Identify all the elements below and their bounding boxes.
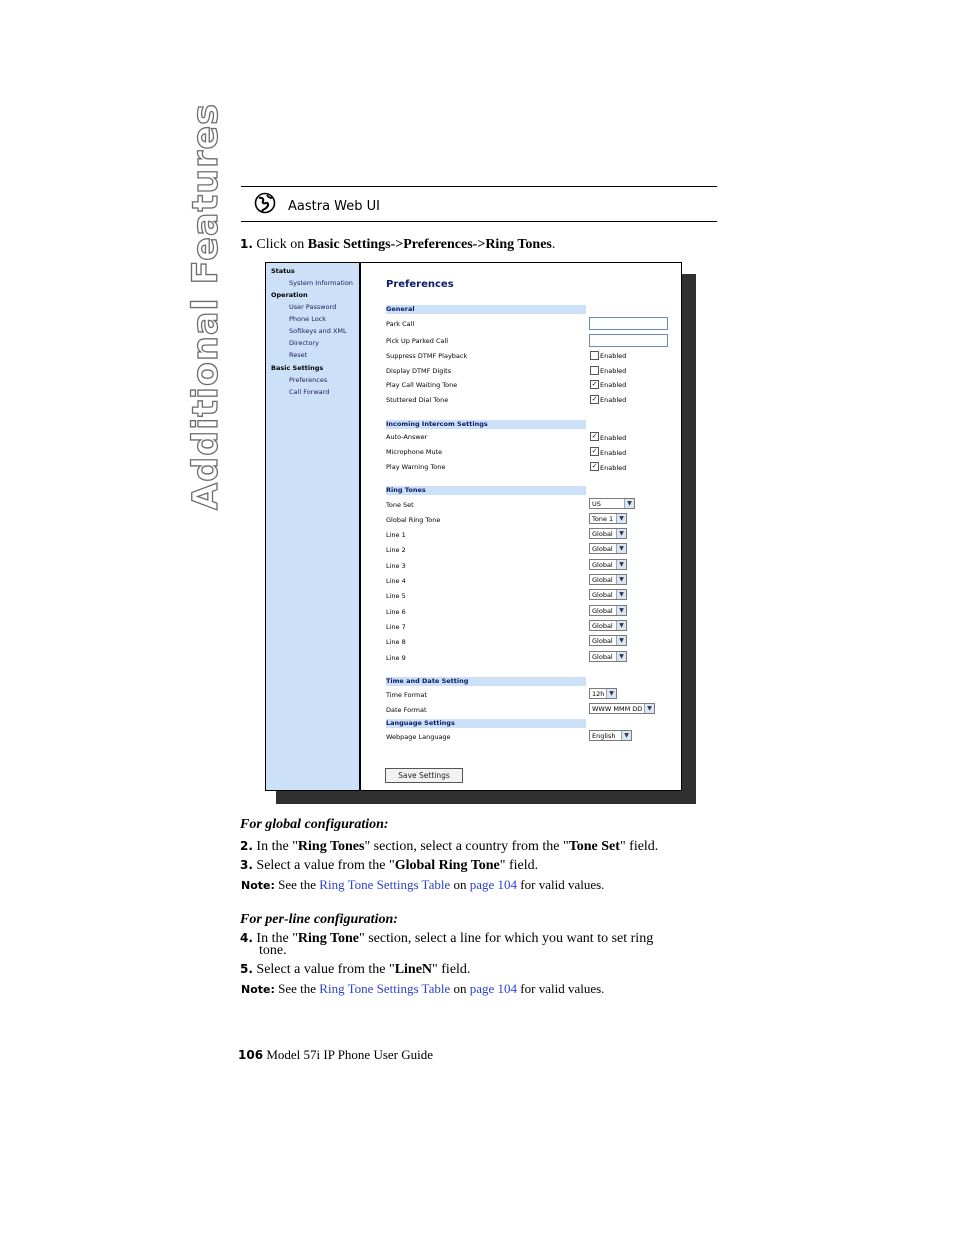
section-general: General bbox=[386, 305, 586, 314]
call-waiting-tone-checkbox[interactable]: ✓ bbox=[591, 380, 598, 388]
enabled-label: Enabled bbox=[600, 367, 627, 375]
stuttered-dial-tone-checkbox[interactable]: ✓ bbox=[591, 395, 598, 403]
chevron-down-icon: ▼ bbox=[616, 575, 626, 584]
line-2-select[interactable] bbox=[589, 543, 627, 554]
time-format-value: 12h bbox=[592, 690, 605, 698]
step-text: " section, select a line for which you want to set ring bbox=[359, 931, 654, 946]
nav-section-operation[interactable]: Operation bbox=[271, 291, 308, 299]
chevron-down-icon: ▼ bbox=[616, 606, 626, 615]
auto-answer-label: Auto-Answer bbox=[386, 433, 428, 441]
chevron-down-icon: ▼ bbox=[616, 621, 626, 630]
chevron-down-icon: ▼ bbox=[606, 689, 616, 698]
save-settings-button[interactable]: Save Settings bbox=[385, 768, 463, 783]
chevron-down-icon: ▼ bbox=[616, 652, 626, 661]
nav-sidebar bbox=[266, 263, 361, 790]
nav-item-softkeys-xml[interactable]: Softkeys and XML bbox=[289, 327, 347, 335]
preferences-content bbox=[361, 263, 681, 790]
park-call-label: Park Call bbox=[386, 320, 415, 328]
line-2-label: Line 2 bbox=[386, 546, 406, 554]
chevron-down-icon: ▼ bbox=[616, 636, 626, 645]
note-global bbox=[241, 877, 604, 893]
call-waiting-tone-label: Play Call Waiting Tone bbox=[386, 381, 458, 389]
step-text: " field. bbox=[499, 858, 539, 873]
note-label: Note: bbox=[241, 879, 275, 892]
field-name: LineN bbox=[394, 962, 433, 977]
webpage-language-value: English bbox=[592, 732, 616, 740]
section-intercom: Incoming Intercom Settings bbox=[386, 420, 586, 429]
line-4-label: Line 4 bbox=[386, 577, 406, 585]
microphone-mute-label: Microphone Mute bbox=[386, 448, 443, 456]
step-text: " field. bbox=[619, 839, 659, 854]
step-2 bbox=[240, 839, 658, 855]
page-104-link[interactable]: page 104 bbox=[469, 981, 518, 996]
note-label: Note: bbox=[241, 983, 275, 996]
step-text: In the " bbox=[256, 839, 298, 854]
global-config-heading: For global configuration: bbox=[240, 817, 389, 832]
global-ring-tone-value: Tone 1 bbox=[592, 515, 614, 523]
aastra-globe-icon bbox=[254, 192, 276, 214]
note-perline bbox=[241, 981, 604, 997]
step-text: " section, select a country from the " bbox=[364, 839, 569, 854]
line-7-value: Global bbox=[592, 622, 613, 630]
line-6-label: Line 6 bbox=[386, 608, 406, 616]
play-warning-tone-label: Play Warning Tone bbox=[386, 463, 446, 471]
tone-set-value: US bbox=[592, 500, 601, 508]
tone-set-select[interactable] bbox=[589, 498, 635, 509]
step-text-end: . bbox=[551, 237, 556, 252]
side-section-title: Additional Features bbox=[186, 102, 226, 510]
header-label: Aastra Web UI bbox=[288, 199, 380, 214]
step-4-continued: tone. bbox=[259, 943, 287, 958]
step-text: Select a value from the " bbox=[256, 858, 395, 873]
chevron-down-icon: ▼ bbox=[621, 731, 631, 740]
line-9-select[interactable] bbox=[589, 651, 627, 662]
nav-item-system-information[interactable]: System Information bbox=[289, 279, 353, 287]
field-name: Tone Set bbox=[568, 839, 620, 854]
note-text: on bbox=[450, 981, 470, 996]
stuttered-dial-tone-label: Stuttered Dial Tone bbox=[386, 396, 449, 404]
enabled-label: Enabled bbox=[600, 449, 627, 457]
note-text: See the bbox=[278, 981, 320, 996]
auto-answer-checkbox[interactable]: ✓ bbox=[591, 432, 598, 440]
pick-up-parked-call-label: Pick Up Parked Call bbox=[386, 337, 449, 345]
header-top-rule bbox=[241, 186, 717, 187]
line-8-select[interactable] bbox=[589, 635, 627, 646]
line-3-label: Line 3 bbox=[386, 562, 406, 570]
line-8-label: Line 8 bbox=[386, 638, 406, 646]
guide-title: Model 57i IP Phone User Guide bbox=[266, 1047, 434, 1062]
step-3 bbox=[240, 858, 538, 874]
page-number: 106 bbox=[238, 1048, 264, 1062]
enabled-label: Enabled bbox=[600, 352, 627, 360]
line-4-value: Global bbox=[592, 576, 613, 584]
line-3-select[interactable] bbox=[589, 559, 627, 570]
page-104-link[interactable]: page 104 bbox=[469, 877, 518, 892]
suppress-dtmf-checkbox[interactable] bbox=[590, 351, 599, 360]
note-text: for valid values. bbox=[517, 877, 605, 892]
line-1-select[interactable] bbox=[589, 528, 627, 539]
step-1 bbox=[240, 237, 555, 253]
nav-item-phone-lock[interactable]: Phone Lock bbox=[289, 315, 327, 323]
section-language: Language Settings bbox=[386, 719, 586, 728]
step-number: 4. bbox=[240, 931, 253, 945]
line-8-value: Global bbox=[592, 637, 613, 645]
step-text: Select a value from the " bbox=[256, 962, 395, 977]
microphone-mute-checkbox[interactable]: ✓ bbox=[591, 447, 598, 455]
step-4 bbox=[240, 931, 653, 947]
field-name: Ring Tone bbox=[297, 931, 359, 946]
tone-set-label: Tone Set bbox=[386, 501, 414, 509]
section-ring-tones: Ring Tones bbox=[386, 486, 586, 495]
nav-section-status[interactable]: Status bbox=[271, 267, 295, 275]
step-number: 1. bbox=[240, 237, 253, 251]
note-text: for valid values. bbox=[517, 981, 605, 996]
header-bottom-rule bbox=[241, 221, 717, 222]
step-number: 5. bbox=[240, 962, 253, 976]
webpage-language-select[interactable] bbox=[589, 730, 632, 741]
park-call-input[interactable] bbox=[589, 317, 668, 330]
enabled-label: Enabled bbox=[600, 464, 627, 472]
ring-tone-settings-table-link[interactable]: Ring Tone Settings Table bbox=[319, 877, 451, 892]
nav-item-call-forward[interactable]: Call Forward bbox=[289, 388, 330, 396]
date-format-select[interactable] bbox=[589, 703, 655, 714]
ring-tone-settings-table-link[interactable]: Ring Tone Settings Table bbox=[319, 981, 451, 996]
note-text: on bbox=[450, 877, 470, 892]
page-footer bbox=[238, 1047, 433, 1063]
enabled-label: Enabled bbox=[600, 434, 627, 442]
date-format-label: Date Format bbox=[386, 706, 427, 714]
line-4-select[interactable] bbox=[589, 574, 627, 585]
global-ring-tone-select[interactable] bbox=[589, 513, 627, 524]
chevron-down-icon: ▼ bbox=[624, 499, 634, 508]
time-format-select[interactable] bbox=[589, 688, 617, 699]
enabled-label: Enabled bbox=[600, 396, 627, 404]
nav-item-preferences[interactable]: Preferences bbox=[289, 376, 328, 384]
field-name: Ring Tones bbox=[297, 839, 365, 854]
step-text: In the " bbox=[256, 931, 298, 946]
chevron-down-icon: ▼ bbox=[644, 704, 654, 713]
time-format-label: Time Format bbox=[386, 691, 427, 699]
chevron-down-icon: ▼ bbox=[616, 560, 626, 569]
nav-item-reset[interactable]: Reset bbox=[289, 351, 308, 359]
line-2-value: Global bbox=[592, 545, 613, 553]
step-text: " field. bbox=[432, 962, 471, 977]
global-ring-tone-label: Global Ring Tone bbox=[386, 516, 441, 524]
perline-config-heading: For per-line configuration: bbox=[240, 912, 398, 927]
note-text: See the bbox=[278, 877, 320, 892]
step-text: Click on bbox=[256, 237, 308, 252]
nav-item-directory[interactable]: Directory bbox=[289, 339, 319, 347]
section-time-date: Time and Date Setting bbox=[386, 677, 586, 686]
step-number: 2. bbox=[240, 839, 253, 853]
line-7-label: Line 7 bbox=[386, 623, 406, 631]
field-name: Global Ring Tone bbox=[394, 858, 500, 873]
line-5-label: Line 5 bbox=[386, 592, 406, 600]
chevron-down-icon: ▼ bbox=[616, 529, 626, 538]
line-1-value: Global bbox=[592, 530, 613, 538]
line-5-select[interactable] bbox=[589, 589, 627, 600]
line-9-value: Global bbox=[592, 653, 613, 661]
line-1-label: Line 1 bbox=[386, 531, 406, 539]
line-7-select[interactable] bbox=[589, 620, 627, 631]
line-5-value: Global bbox=[592, 591, 613, 599]
nav-section-basic-settings[interactable]: Basic Settings bbox=[271, 364, 324, 372]
line-6-value: Global bbox=[592, 607, 613, 615]
nav-item-user-password[interactable]: User Password bbox=[289, 303, 337, 311]
chevron-down-icon: ▼ bbox=[616, 590, 626, 599]
step-5 bbox=[240, 962, 470, 978]
line-9-label: Line 9 bbox=[386, 654, 406, 662]
enabled-label: Enabled bbox=[600, 381, 627, 389]
page-title: Preferences bbox=[386, 279, 454, 290]
webpage-language-label: Webpage Language bbox=[386, 733, 451, 741]
suppress-dtmf-label: Suppress DTMF Playback bbox=[386, 352, 468, 360]
chevron-down-icon: ▼ bbox=[616, 514, 626, 523]
display-dtmf-label: Display DTMF Digits bbox=[386, 367, 452, 375]
display-dtmf-checkbox[interactable] bbox=[590, 366, 599, 375]
menu-path: Basic Settings->Preferences->Ring Tones bbox=[307, 237, 552, 252]
chevron-down-icon: ▼ bbox=[616, 544, 626, 553]
line-6-select[interactable] bbox=[589, 605, 627, 616]
line-3-value: Global bbox=[592, 561, 613, 569]
date-format-value: WWW MMM DD bbox=[592, 705, 643, 713]
web-ui-screenshot bbox=[265, 262, 682, 791]
pick-up-parked-call-input[interactable] bbox=[589, 334, 668, 347]
step-number: 3. bbox=[240, 858, 253, 872]
play-warning-tone-checkbox[interactable]: ✓ bbox=[591, 462, 598, 470]
